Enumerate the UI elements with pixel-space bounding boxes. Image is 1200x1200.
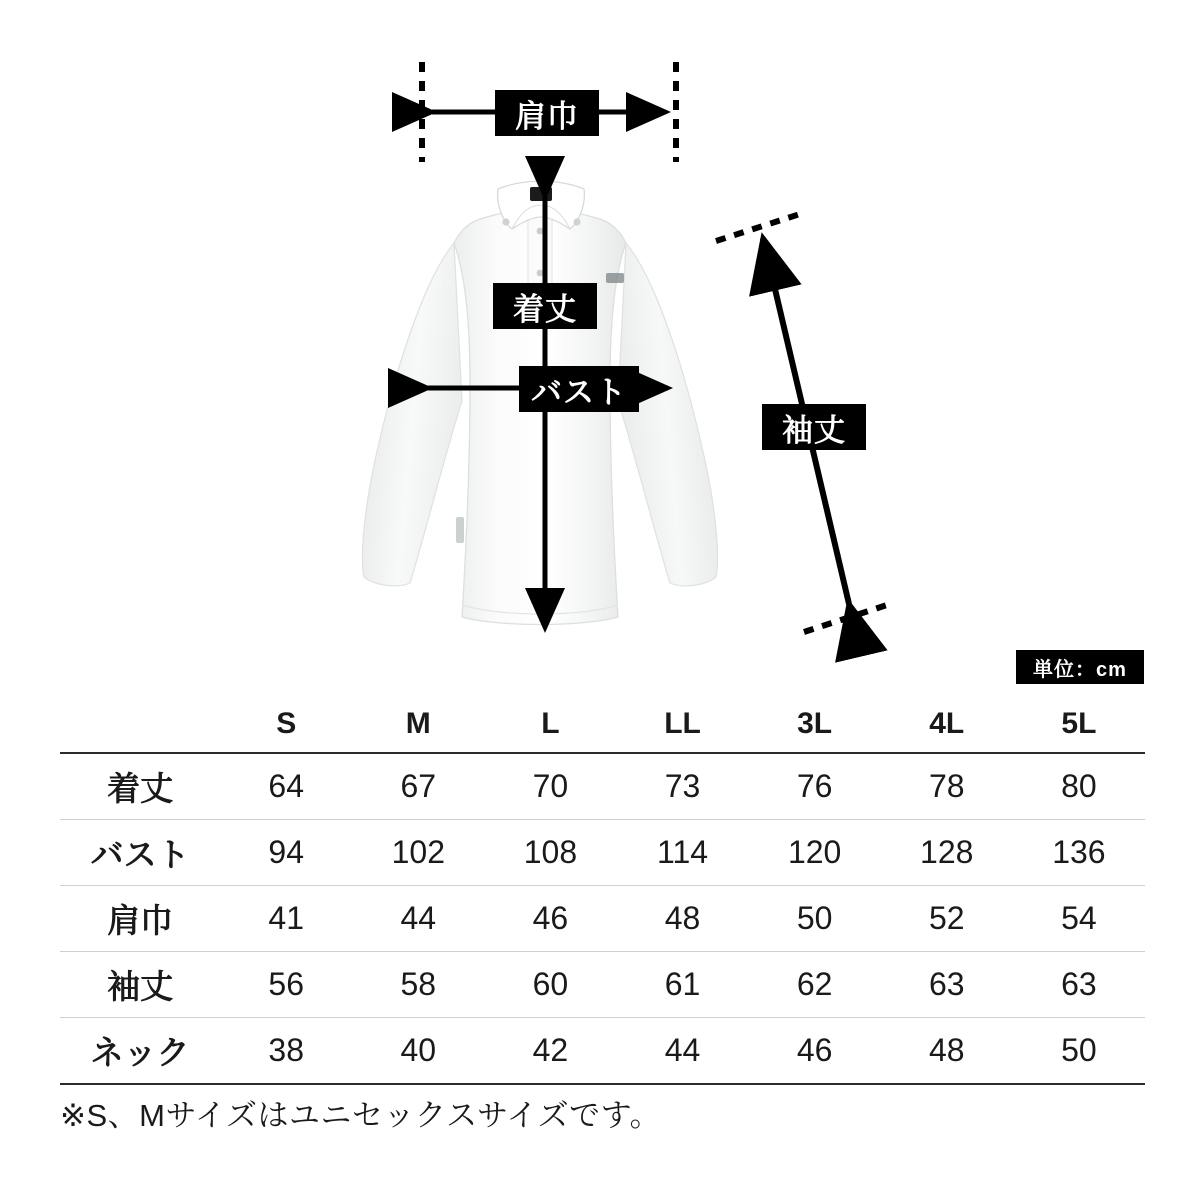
- cell-bust-3l: 120: [787, 834, 842, 870]
- cell-bust-l: 108: [523, 834, 578, 870]
- cell-shoulder-m: 44: [400, 900, 437, 936]
- cell-bust-ll: 114: [657, 834, 709, 870]
- cell-bust-m: 102: [391, 834, 445, 870]
- cell-sleeve-3l: 62: [796, 966, 833, 1002]
- table-header-row: [60, 696, 1145, 753]
- unit-badge: 単位：cm: [1016, 650, 1144, 684]
- column-header-s: S: [220, 696, 352, 753]
- column-header-m: M: [352, 696, 484, 753]
- cell-neck-3l: 46: [796, 1032, 833, 1068]
- row-label-body-length: 着丈: [107, 770, 174, 807]
- cell-shoulder-3l: 50: [796, 900, 833, 936]
- label-bust: バスト: [519, 366, 639, 412]
- cell-sleeve-m: 58: [400, 966, 437, 1002]
- cell-shoulder-ll: 48: [664, 900, 701, 936]
- cell-bust-s: 94: [268, 834, 304, 870]
- cell-body-length-l: 70: [532, 768, 569, 804]
- cell-neck-m: 40: [400, 1032, 437, 1068]
- cell-body-length-ll: 73: [664, 768, 701, 804]
- cell-bust-5l: 136: [1052, 834, 1106, 870]
- cell-neck-s: 38: [268, 1032, 304, 1068]
- label-body-length: 着丈: [493, 283, 597, 329]
- row-label-bust: バスト: [90, 836, 190, 873]
- cell-shoulder-l: 46: [532, 900, 569, 936]
- row-label-shoulder-width: 肩巾: [107, 902, 174, 939]
- cell-body-length-4l: 78: [928, 768, 965, 804]
- cell-body-length-5l: 80: [1061, 768, 1097, 804]
- table-row: [60, 753, 1145, 820]
- cell-body-length-s: 64: [268, 768, 304, 804]
- cell-sleeve-s: 56: [268, 966, 304, 1002]
- table-corner-cell: [60, 696, 220, 753]
- cell-sleeve-5l: 63: [1061, 966, 1097, 1002]
- cell-neck-5l: 50: [1061, 1032, 1097, 1068]
- cell-sleeve-l: 60: [532, 966, 569, 1002]
- cell-bust-4l: 128: [920, 834, 974, 870]
- footnote: ※S、Mサイズはユニセックスサイズです。: [60, 1098, 662, 1133]
- cell-body-length-m: 67: [400, 768, 437, 804]
- label-shoulder-width: 肩巾: [495, 90, 599, 136]
- size-table: [60, 696, 1145, 1085]
- cell-shoulder-4l: 52: [928, 900, 965, 936]
- table-row: [60, 820, 1145, 886]
- row-label-neck: ネック: [90, 1034, 190, 1071]
- row-label-sleeve-length: 袖丈: [107, 968, 174, 1005]
- cell-sleeve-4l: 63: [928, 966, 965, 1002]
- table-row: [60, 952, 1145, 1018]
- cell-neck-ll: 44: [664, 1032, 701, 1068]
- column-header-3l: 3L: [749, 696, 881, 753]
- cell-shoulder-5l: 54: [1061, 900, 1097, 936]
- cell-neck-l: 42: [532, 1032, 569, 1068]
- cell-shoulder-s: 41: [268, 900, 304, 936]
- cell-body-length-3l: 76: [796, 768, 833, 804]
- label-sleeve-length: 袖丈: [762, 404, 866, 450]
- column-header-ll: LL: [616, 696, 748, 753]
- table-row: [60, 886, 1145, 952]
- column-header-5l: 5L: [1013, 696, 1145, 753]
- column-header-4l: 4L: [881, 696, 1013, 753]
- column-header-l: L: [484, 696, 616, 753]
- cell-sleeve-ll: 61: [664, 966, 701, 1002]
- cell-neck-4l: 48: [928, 1032, 965, 1068]
- table-row: [60, 1018, 1145, 1085]
